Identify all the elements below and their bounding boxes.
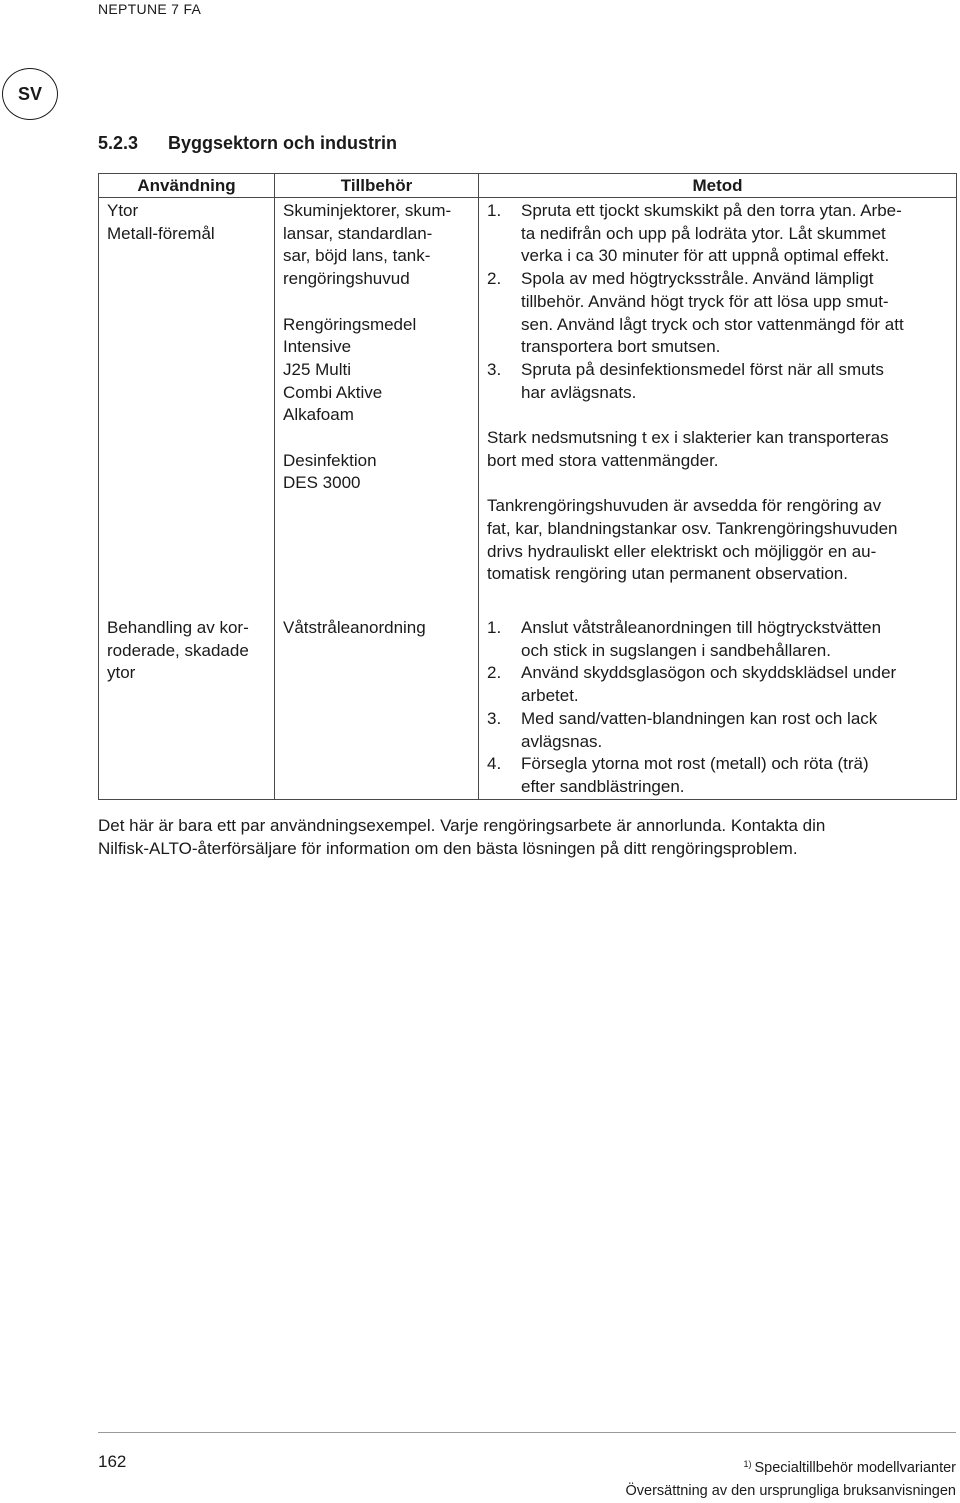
step-text: Använd skyddsglasögon och skyddsklädsel under arbetet. [521,663,897,706]
table-row [99,198,957,610]
footnote-text: Specialtillbehör modellvarianter [754,1460,956,1476]
section-number: 5.2.3 [98,133,139,153]
step-number: 3. [487,359,502,379]
accessories-cell [275,198,479,610]
usage-cell [99,609,275,799]
column-header-method: Metod [479,174,957,198]
footnote-line [626,1453,956,1480]
step-text: Anslut våtstråleanordningen till högtryckstvätten och stick in sugslangen i sandbehållaren. [521,618,882,660]
list-item [487,708,950,753]
list-item [487,268,950,359]
accessory-text: Skuminjektorer, skum- lansar, standardlan- sar, böjd lans, tank- rengöringshuvud [283,201,452,289]
section-title: Byggsektorn och industrin [168,133,398,153]
column-header-accessories: Tillbehör [275,174,479,198]
footer-divider [98,1432,956,1433]
step-text: Spruta ett tjockt skumskikt på den torra ytan. Arbe- ta nedifrån och upp på lodräta ytor. Låt skummet verka i ca 30 minuter för att uppnå optimal effekt. [521,201,902,266]
footer-notes [626,1453,956,1503]
list-item [487,200,950,268]
list-item [487,617,950,662]
method-note: Tankrengöringshuvuden är avsedda för rengöring av fat, kar, blandningstankar osv. Tankrengöringshuvuden drivs hydrauliskt eller elektriskt och möjliggör en au- tomatisk rengöring utan permanent observation. [487,496,898,584]
list-item [487,753,950,798]
usage-text: Ytor [107,201,139,220]
step-number: 2. [487,663,502,683]
accessory-text: Våtstråleanordning [283,618,426,637]
footnote-marker: 1) [743,1459,752,1469]
accessory-text: Rengöringsmedel Intensive J25 Multi Combi Aktive Alkafoam [283,314,417,425]
step-text: Med sand/vatten-blandningen kan rost och lack avlägsnas. [521,708,878,751]
method-steps [487,617,950,799]
column-header-usage: Användning [99,174,275,198]
page-number: 162 [98,1452,127,1471]
method-cell [479,609,957,799]
step-text: Spruta på desinfektionsmedel först när all smuts har avlägsnats. [521,359,884,402]
accessory-text: Desinfektion DES 3000 [283,450,377,493]
usage-text: Behandling av kor- roderade, skadade ytor [107,618,249,683]
step-text: Försegla ytorna mot rost (metall) och röta (trä) efter sandblästringen. [521,754,869,796]
list-item [487,359,950,404]
usage-cell [99,198,275,610]
step-number: 3. [487,708,502,728]
translation-note: Översättning av den ursprungliga bruksanvisningen [625,1483,956,1499]
section-heading [98,132,397,154]
method-steps [487,200,950,404]
step-text: Spola av med högtrycksstråle. Använd lämpligt tillbehör. Använd högt tryck för att lösa upp smut- sen. Använd lågt tryck och stor vattenmängd för att transportera bort smutsen. [521,269,904,357]
closing-paragraph: Det här är bara ett par användningsexempel. Varje rengöringsarbete är annorlunda. Kontakta din Nilfisk-ALTO-återförsäljare för information om den bästa lösningen på ditt rengöringsproblem. [98,816,826,858]
step-number: 2. [487,269,502,289]
usage-text: Metall-föremål [107,223,215,243]
accessories-cell [275,609,479,799]
method-cell [479,198,957,610]
document-model-header: NEPTUNE 7 FA [98,1,202,17]
step-number: 1. [487,201,502,220]
step-number: 1. [487,618,502,637]
table-header-row [99,174,957,198]
language-badge: SV [2,68,58,120]
step-number: 4. [487,754,502,774]
table-row [99,609,957,799]
method-note: Stark nedsmutsning t ex i slakterier kan transporteras bort med stora vattenmängder. [487,428,889,470]
usage-table [98,173,957,800]
list-item [487,662,950,707]
